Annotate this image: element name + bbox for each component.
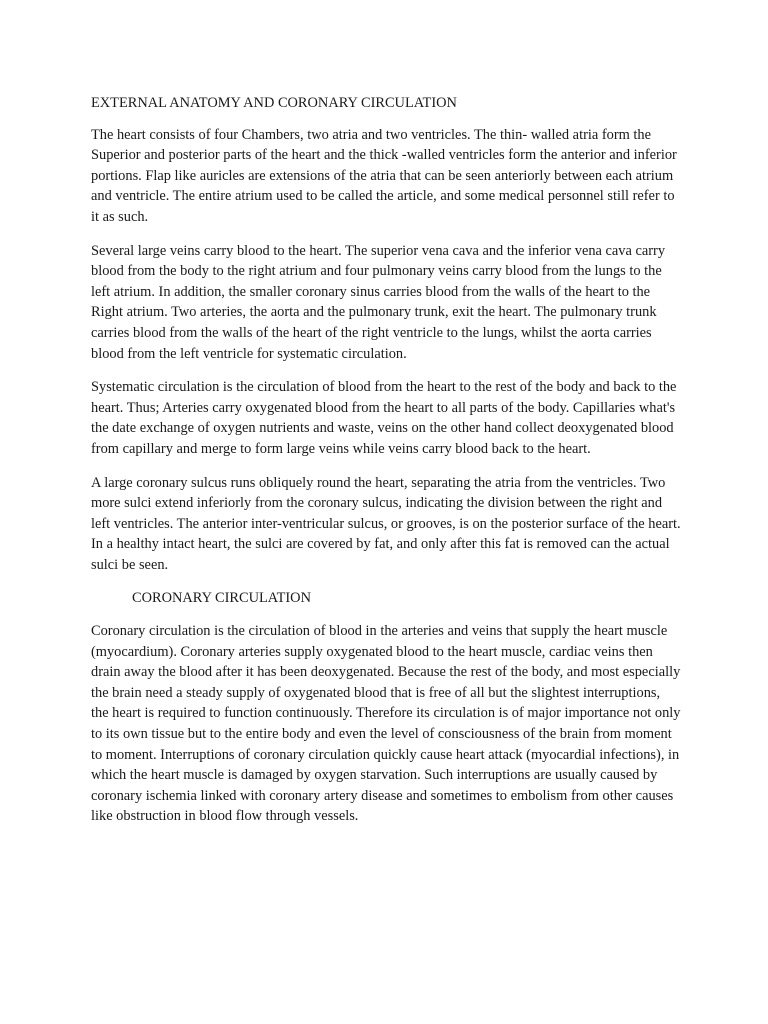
paragraph-systematic-circulation: Systematic circulation is the circulation of blood from the heart to the rest of the body and back to the heart. Thus; Arteries carry oxygenated blood from the heart to all parts of the body. Capillaries what's the date exchange of oxygen nutrients and waste, veins on the other hand collect deoxygenated blood from capillary and merge to form large veins while veins carry blood back to the heart. (91, 379, 677, 457)
paragraph-chambers: The heart consists of four Chambers, two atria and two ventricles. The thin- walled atria form the Superior and posterior parts of the heart and the thick -walled ventricles form the anterior and inferior portions. Flap like auricles are extensions of the atria that can be seen anteriorly between each atrium and ventricle. The entire atrium used to be called the article, and some medical personnel still refer to it as such. (91, 126, 677, 225)
paragraph-coronary-circulation: Coronary circulation is the circulation of blood in the arteries and veins that supply the heart muscle (myocardium). Coronary arteries supply oxygenated blood to the heart muscle, cardiac veins then drain away the blood after it has been deoxygenated. Because the rest of the body, and most especially the brain need a steady supply of oxygenated blood that is free of all but the slightest interruptions, the heart is required to function continuously. Therefore its circulation is of major importance not only to its own tissue but to the entire body and even the level of consciousness of the brain from moment to moment. Interruptions of coronary circulation quickly cause heart attack (myocardial infections), in which the heart muscle is damaged by oxygen starvation. Such interruptions are usually caused by coronary ischemia linked with coronary artery disease and sometimes to embolism from other causes like obstruction in blood flow through vessels. (91, 623, 681, 825)
document-title: EXTERNAL ANATOMY AND CORONARY CIRCULATION (91, 95, 457, 111)
document-body (91, 93, 681, 840)
section-heading: CORONARY CIRCULATION (132, 590, 311, 607)
paragraph-coronary-sulcus: A large coronary sulcus runs obliquely round the heart, separating the atria from the ventricles. Two more sulci extend inferiorly from the coronary sulcus, indicating the division between the right and left ventricles. The anterior inter-ventricular sulcus, or grooves, is on the posterior surface of the heart. In a healthy intact heart, the sulci are covered by fat, and only after this fat is removed can the actual sulci be seen. (91, 474, 681, 573)
paragraph-veins: Several large veins carry blood to the heart. The superior vena cava and the inferior vena cava carry blood from the body to the right atrium and four pulmonary veins carry blood from the lungs to the left atrium. In addition, the smaller coronary sinus carries blood from the walls of the heart to the Right atrium. Two arteries, the aorta and the pulmonary trunk, exit the heart. The pulmonary trunk carries blood from the walls of the heart of the right ventricle to the lungs, whilst the aorta carries blood from the left ventricle for systematic circulation. (91, 242, 666, 362)
